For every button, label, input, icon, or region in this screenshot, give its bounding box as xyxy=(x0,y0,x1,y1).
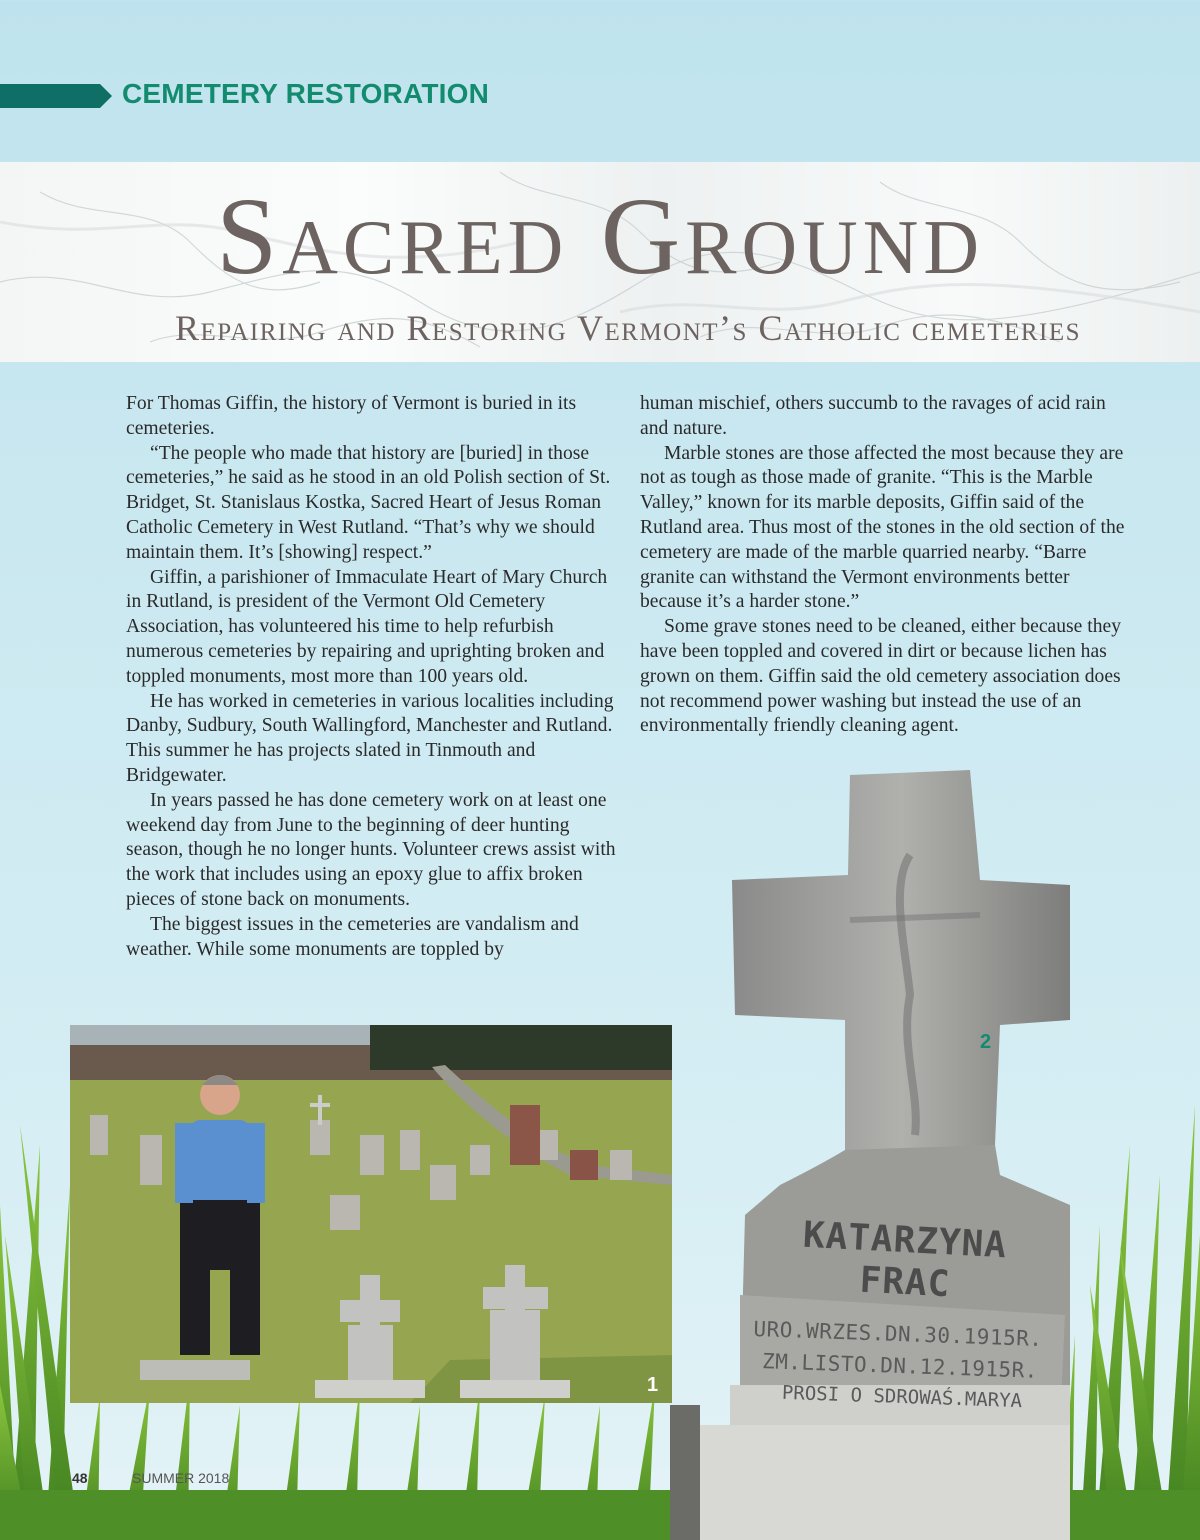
issue-label: SUMMER 2018 xyxy=(132,1470,230,1486)
section-arrow-icon xyxy=(100,84,112,108)
photo-number-1: 1 xyxy=(647,1374,659,1396)
article-column-left xyxy=(126,392,618,962)
gravestone-birth-line: URO.WRZES.DN.30.1915R. xyxy=(753,1316,1043,1352)
cemetery-photo xyxy=(70,1025,672,1403)
section-label: CEMETERY RESTORATION xyxy=(122,78,490,109)
article-paragraph: “The people who made that history are [buried] in those cemeteries,” he said as he stood in an old Polish section of St. Bridget, St. Stanislaus Kostka, Sacred Heart of Jesus Roman Catholic Cemetery in West Rutland. “That’s why we should maintain them. It’s [showing] respect.” xyxy=(126,442,611,563)
page-title: Sacred Ground xyxy=(216,175,984,297)
article-column-right xyxy=(640,392,1132,739)
article-paragraph: Marble stones are those affected the most because they are not as tough as those made of granite. “This is the Marble Valley,” known for its marble deposits, Giffin said of the Rutland area. Thus most of the stones in the old section of the cemetery are made of the marble quarried nearby. “Barre granite can withstand the Vermont environments better because it’s a harder stone.” xyxy=(640,442,1125,613)
article-paragraph: Giffin, a parishioner of Immaculate Heart of Mary Church in Rutland, is president of the Vermont Old Cemetery Association, has volunteered his time to help refurbish numerous cemeteries by repairing and uprighting broken and toppled monuments, most more than 100 years old. xyxy=(126,566,608,687)
article-paragraph: He has worked in cemeteries in various localities including Danby, Sudbury, South Wallingford, Manchester and Rutland. This summer he has projects slated in Tinmouth and Bridgewater. xyxy=(126,690,614,786)
page-subtitle: Repairing and Restoring Vermont’s Catholic cemeteries xyxy=(174,308,1082,348)
gravestone-prayer-line: PROSI O SDROWAŚ.MARYA xyxy=(781,1381,1023,1413)
article-paragraph: The biggest issues in the cemeteries are vandalism and weather. While some monuments are toppled by xyxy=(126,913,579,960)
gravestone-name-line1: KATARZYNA xyxy=(802,1214,1008,1267)
cemetery-photo-image xyxy=(70,1025,672,1403)
article-paragraph: Some grave stones need to be cleaned, either because they have been toppled and covered in dirt or because lichen has grown on them. Giffin said the old cemetery association does not recommend power washing but instead the use of an environmentally friendly cleaning agent. xyxy=(640,616,1121,737)
gravestone-death-line: ZM.LISTO.DN.12.1915R. xyxy=(761,1349,1039,1383)
gravestone-name-line2: FRAC xyxy=(858,1259,952,1306)
page-number: 48 xyxy=(72,1470,88,1486)
gravestone-cross-photo xyxy=(670,765,1070,1540)
section-bar xyxy=(0,84,100,108)
article-paragraph: human mischief, others succumb to the ravages of acid rain and nature. xyxy=(640,393,1106,439)
photo-number-2: 2 xyxy=(980,1031,992,1053)
article-paragraph: For Thomas Giffin, the history of Vermont is buried in its cemeteries. xyxy=(126,393,577,439)
article-paragraph: In years passed he has done cemetery work on at least one weekend day from June to the beginning of deer hunting season, though he no longer hunts. Volunteer crews assist with the work that includes using an epoxy glue to affix broken pieces of stone back on monuments. xyxy=(126,789,616,910)
